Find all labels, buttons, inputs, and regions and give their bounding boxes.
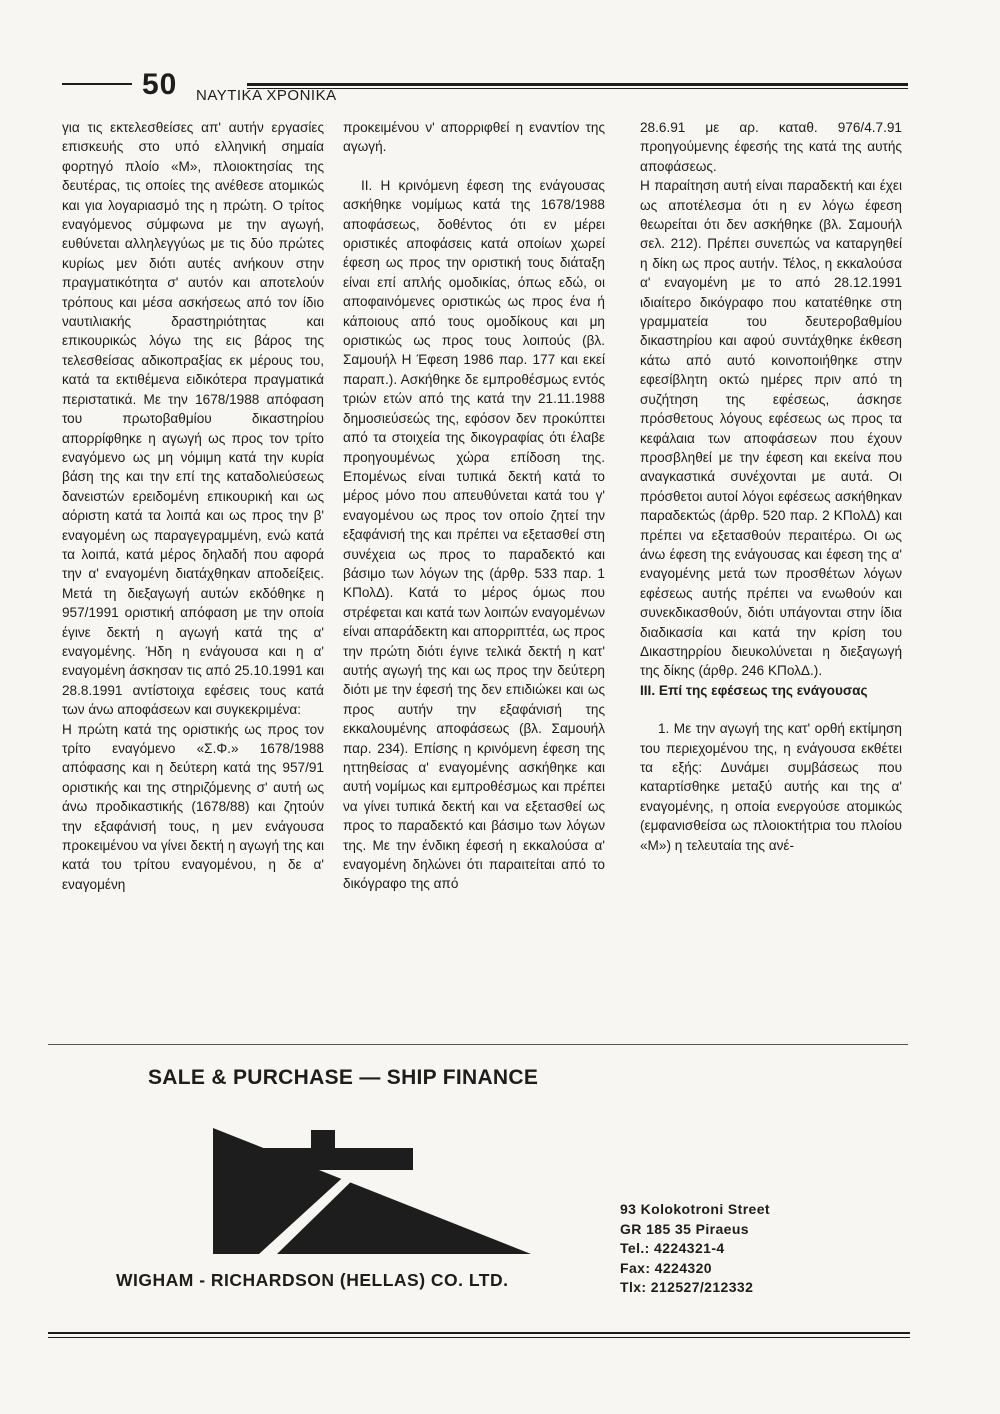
address-line: Tlx: 212527/212332: [620, 1279, 754, 1295]
header-rule-right: [247, 83, 908, 86]
address-line: Tel.: 4224321-4: [620, 1240, 725, 1256]
footer-rule-thin: [48, 1337, 910, 1338]
page-number: 50: [142, 68, 178, 101]
text-column-1: [62, 118, 324, 894]
address-line: Fax: 4224320: [620, 1259, 712, 1276]
logo-funnel-base: [241, 1148, 413, 1170]
advert-address: [620, 1200, 770, 1298]
advert-title: SALE & PURCHASE — SHIP FINANCE: [148, 1066, 539, 1089]
text-column-3: [640, 118, 902, 855]
section-heading: ΙΙΙ. Επί της εφέσεως της ενάγουσας: [640, 682, 868, 698]
paragraph: προκειμένου ν' απορριφθεί η εναντίον της αγωγή.: [343, 120, 605, 155]
address-line: 93 Kolokotroni Street: [620, 1201, 770, 1217]
journal-title: ΝΑΥΤΙΚΑ ΧΡΟΝΙΚΑ: [196, 87, 337, 104]
paragraph: Η πρώτη κατά της οριστικής ως προς τον τρίτο εναγόμενο «Σ.Φ.» 1678/1988 απόφασης και η δεύτερη κατά της 957/91 οριστικής και της στηριζόμενης σ' αυτή ως άνω προδικαστικής (1678/88) και ζητούν την εξαφάνισή τους, η μεν ενάγουσα προκειμένου να γίνει δεκτή η αγωγή της και κατά του τρίτου εναγομένου, η δε α' εναγομένη: [62, 721, 324, 892]
advert-company-name: WIGHAM - RICHARDSON (HELLAS) CO. LTD.: [116, 1270, 509, 1290]
columns-bottom-rule: [48, 1044, 908, 1045]
page-header: [62, 68, 908, 112]
address-line: GR 185 35 Piraeus: [620, 1220, 749, 1237]
text-column-2: [343, 118, 605, 894]
paragraph: Η παραίτηση αυτή είναι παραδεκτή και έχει ως αποτέλεσμα ότι η εν λόγω έφεση θεωρείται ότι δεν ασκήθηκε (βλ. Σαμουήλ σελ. 212). Πρέπει συνεπώς να καταργηθεί η δίκη ως προς αυτήν. Τέλος, η εκκαλούσα α' εναγομένη με το από 28.12.1991 ιδιαίτερο δικόγραφο που κατατέθηκε στη γραμματεία του δευτεροβαθμίου δικαστηρίου και αφού συντάχθηκε έκθεση κάτω από αυτό κοινοποιήθηκε στην εφεσίβλητη οκτώ ημέρες πριν από τη συζήτηση της εφέσεως, άσκησε πρόσθετους λόγους εφέσεως ως προς τα κεφάλαια των αποφάσεων που έχουν προσβληθεί με την έφεση και εκείνα που αναγκαστικά συνέχονται με αυτά. Οι πρόσθετοι αυτοί λόγοι εφέσεως ασκήθηκαν παραδεκτώς (άρθρ. 520 παρ. 2 ΚΠολΔ) και πρέπει να εξετασθούν περαιτέρω. Οι ως άνω έφεση της ενάγουσας και έφεση της α' εναγομένης μετά των προσθέτων λόγων εφέσεως αυτής πρέπει να ενωθούν και συνεκδικασθούν, διότι υπάγονται στην ίδια διαδικασία και κατά την κρίση του Δικαστηρρίου διευκολύνεται η διεξαγωγή της δίκης (άρθρ. 246 ΚΠολΔ.).: [640, 178, 902, 679]
logo-triangle: [213, 1128, 531, 1254]
paragraph: για τις εκτελεσθείσες απ' αυτήν εργασίες επισκευής στο υπό ελληνική σημαία φορτηγό πλοίο «Μ», πλοιοκτησίας της δευτέρας, τις οποίες της ανέθεσε ατομικώς και για λογαριασμό της η πρώτη. Ο τρίτος εναγόμενος σύμφωνα με την αγωγή, ευθύνεται αλληλεγγύως με τις δύο πρώτες κυρίως μεν διότι αυτές ανήκουν στην πραγματικότητα σ' αυτόν και αποτελούν τρόπους και μέσα ασκήσεως από τον ίδιο ναυτιλιακής δραστηριότητας και επικουρικώς λόγω της εις βάρος της τελεσθείσας αδικοπραξίας εκ μέρους του, κατά τα εκτιθέμενα ειδικότερα πραγματικά περιστατικά. Με την 1678/1988 απόφαση του πρωτοβαθμίου δικαστηρίου απορρίφθηκε η αγωγή ως προς τον τρίτο εναγόμενο ως μη νόμιμη κατά την κυρία βάση της και την επί της καταδολιεύσεως δανειστών ερειδομένη επικουρική και ως αόριστη κατά τα λοιπά και ως προς την β' εναγομένη ως παραγεγραμμένη, ενώ κατά τα λοιπά, κατά μέρος δηλαδή που αφορά την α' εναγομένη διατάχθηκαν αποδείξεις. Μετά τη διεξαγωγή αυτών εκδόθηκε η 957/1991 οριστική απόφαση με την οποία έγινε δεκτή η αγωγή κατά της α' εναγομένης. Ήδη η ενάγουσα και η α' εναγομένη άσκησαν τις από 25.10.1991 και 28.8.1991 αντίστοιχα εφέσεις τους κατά των άνω αποφάσεων και συγκεκριμένα:: [62, 120, 324, 718]
footer-rule: [48, 1332, 910, 1334]
logo-funnel: [311, 1130, 335, 1150]
header-rule-right-thin: [247, 88, 908, 89]
header-rule-left: [62, 83, 132, 85]
paragraph: 1. Με την αγωγή της κατ' ορθή εκτίμηση του περιεχομένου της, η ενάγουσα εκθέτει τα εξής: Δυνάμει συμβάσεως που καταρτίσθηκε μεταξύ αυτής και της α' εναγομένης, η οποία ενεργούσε ατομικώς (εμφανισθείσα ως πλοιοκτήτρια του πλοίου «Μ») η τελευταία της ανέ-: [640, 721, 902, 853]
ship-funnel-logo: [213, 1126, 543, 1256]
paragraph: 28.6.91 με αρ. καταθ. 976/4.7.91 προηγούμενης έφεσής της κατά της αυτής αποφάσεως.: [640, 120, 902, 174]
paragraph: ΙΙ. Η κρινόμενη έφεση της ενάγουσας ασκήθηκε νομίμως κατά της 1678/1988 αποφάσεως, δοθέντος ότι εν μέρει οριστικές αποφάσεις κατά οποίων χωρεί έφεση ως προς την οριστική τους διάταξη είναι επί απλής ομοδικίας, όπως εδώ, οι αποφαινόμενες οριστικώς ως προς ένα ή κάποιους από τους ομοδίκους και μη οριστικώς ως προς τους λοιπούς (βλ. Σαμουήλ Η Έφεση 1986 παρ. 177 και εκεί παραπ.). Ασκήθηκε δε εμπροθέσμως εντός τριών ετών από της κατά την 21.11.1988 δημοσιεύσεώς της, εφόσον δεν προκύπτει από τα στοιχεία της δικογραφίας ότι έλαβε προηγουμένως χώρα επίδοση της. Επομένως είναι τυπικά δεκτή κατά το μέρος μόνο που απευθύνεται κατά του γ' εναγομένου ως προς τον οποίο ζητεί την εξαφάνισή της και πρέπει να εξετασθεί στη συνέχεια ως προς το παραδεκτό και βάσιμο των λόγων της (άρθρ. 533 παρ. 1 ΚΠολΔ). Κατά το μέρος όμως που στρέφεται και κατά των λοιπών εναγομένων είναι απαράδεκτη και απορριπτέα, ως προς την πρώτη διότι έγινε τελικά δεκτή η κατ' αυτής αγωγή της και ως προς την δεύτερη διότι με την έφεσή της δεν επιδιώκει και ως προς αυτήν την εξαφάνισή της εκκαλουμένης αποφάσεως (βλ. Σαμουήλ παρ. 234). Επίσης η κρινόμενη έφεση της ηττηθείσας α' εναγομένης ασκήθηκε και αυτή νομίμως και εμπροθέσμως και πρέπει να γίνει τυπικά δεκτή και να εξετασθεί ως προς το παραδεκτό και βάσιμο των λόγων της. Με την ένδικη έφεσή η εκκαλούσα α' εναγομένη δηλώνει ότι παραιτείται από το δικόγραφο της από: [343, 177, 605, 892]
